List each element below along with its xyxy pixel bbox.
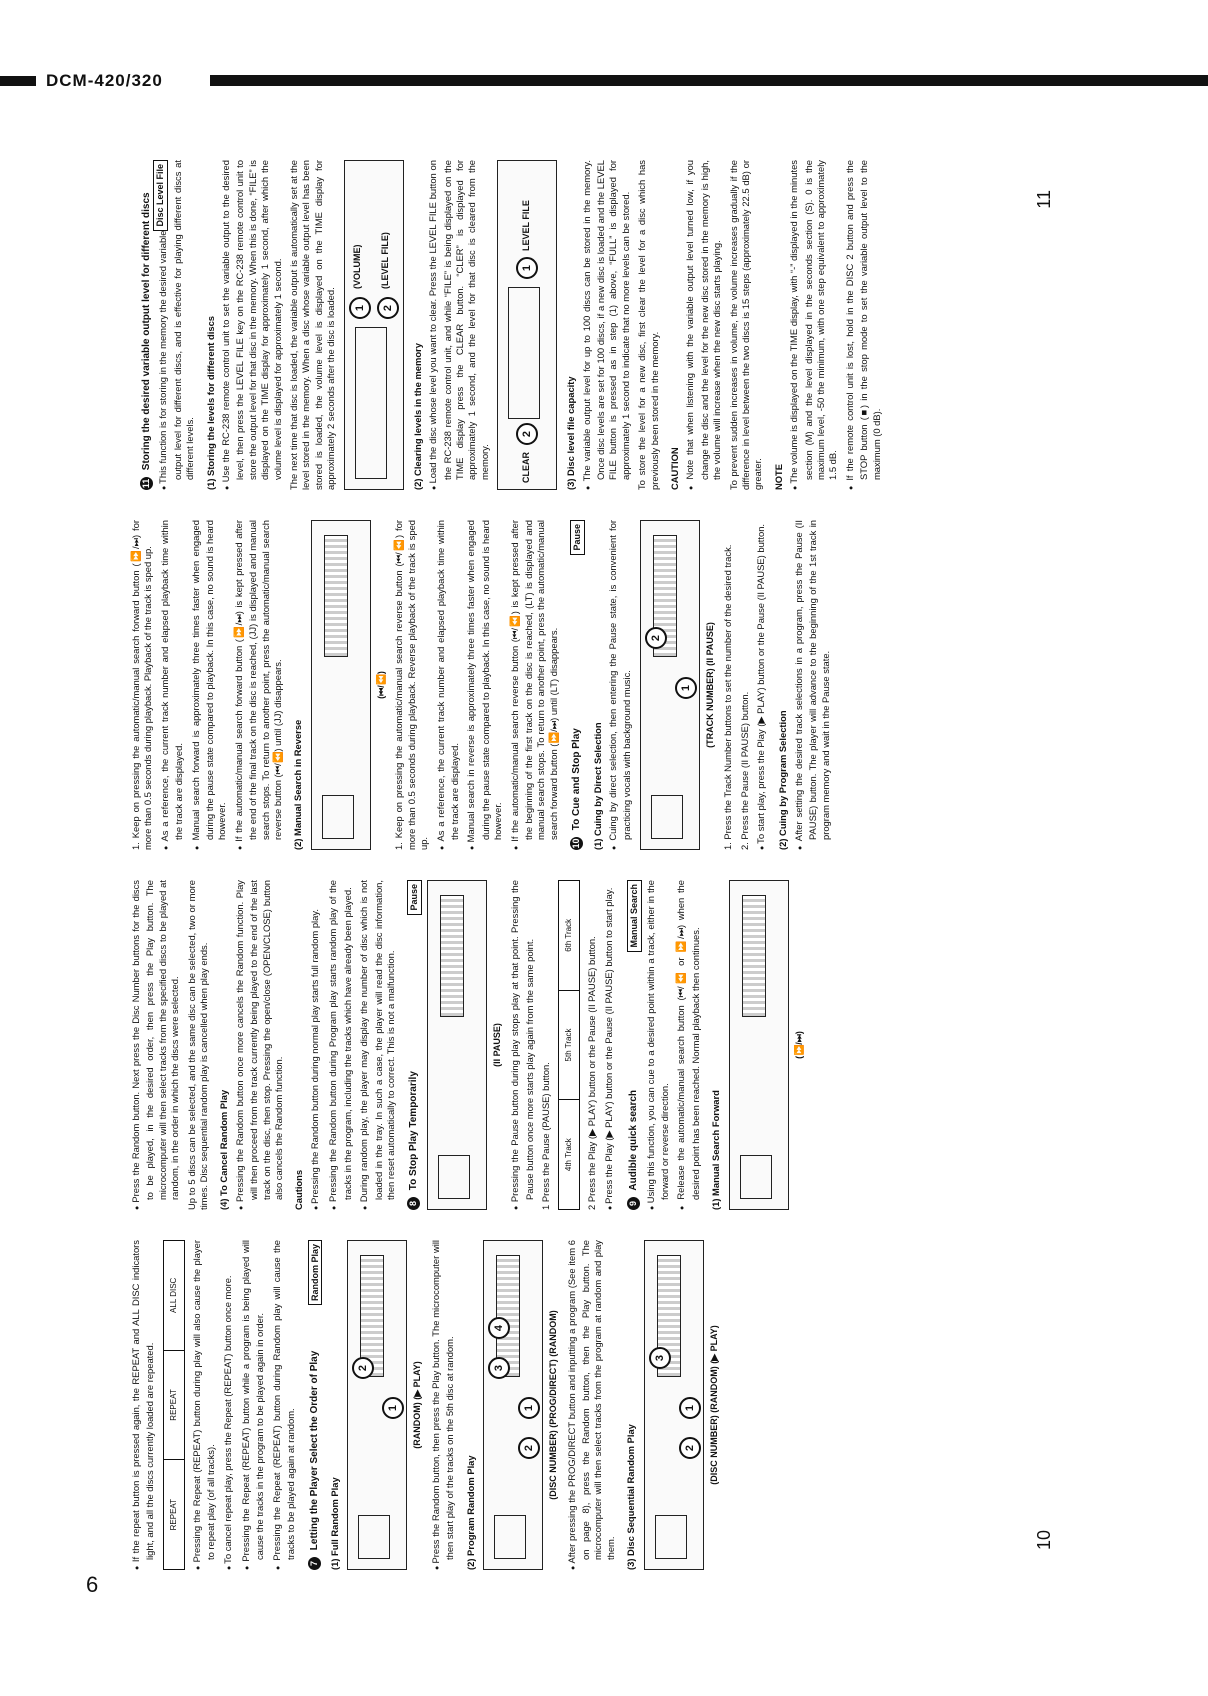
paragraph: ● Pressing the Pause button during play stops play at that point. Pressing the Pause button once more starts play again from the same point. — [509, 880, 536, 1210]
paragraph: ● Cuing by direct selection, then entering the Pause state, is convenient for practicing vocals with background music. — [607, 520, 634, 850]
paragraph: To store the level for a new disc, first clear the level for a disc which has previously been stored in the memory. — [636, 160, 660, 490]
section-heading — [570, 520, 583, 850]
subheading: NOTE — [772, 463, 784, 490]
section-tag: Random Play — [308, 1240, 322, 1305]
disc-tray — [438, 1155, 470, 1199]
callout-2: 2 — [679, 1437, 701, 1459]
section-number: 11 — [141, 478, 151, 489]
callout-2: 2 — [352, 1357, 374, 1379]
clear-label: CLEAR — [521, 452, 532, 483]
paragraph: ● The variable output level for up to 100 discs can be stored in the memory. Once disc levels are set for 100 discs, if a new disc is loaded and the LEVEL FILE button is pressed as in step (1) above, “FULL” is displayed for approximately 1 second to indicate that no more levels can be stored. — [581, 160, 633, 490]
track-label: 4th Track — [559, 1099, 579, 1209]
disc-tray — [655, 1515, 687, 1559]
paragraph: To prevent sudden increases in volume, the volume increases gradually if the difference in level between the two discs is 15 steps (approximately 22.5 dB) or greater. — [727, 160, 764, 490]
paragraph: ● If the automatic/manual search reverse button (⏮/⏪) is kept pressed after the beginning of the first track on the disc is reached, (LT) is displayed and manual search stops. To return to another point, press the automatic/manual search forward button (⏩/⏭) until (LT) disappears. — [509, 520, 561, 850]
paragraph: ● Use the RC-238 remote control unit to set the variable output to the desired level, then press the LEVEL FILE key on the RC-238 remote control unit to store the output level for that disc in the memory. When this is done, “FILE” is displayed on the TIME display for approximately 1 second, after which the volume level is displayed for approximately 1 second. — [220, 160, 284, 490]
paragraph: ● Manual search in reverse is approximately three times faster when engaged during the pause state compared to playback. In this case, no sound is heard however. — [465, 520, 504, 850]
callout-1: 1 — [679, 1397, 701, 1419]
callout-1: 1 — [518, 1397, 540, 1419]
diagram-label: (⏮/⏪) — [375, 671, 386, 699]
paragraph: ● Pressing the Repeat (REPEAT) button while a program is being played will cause the tracks in the program to be played again in order. — [240, 1240, 267, 1570]
column-b — [130, 880, 1060, 1210]
player-diagram — [347, 1240, 407, 1570]
callout-3: 3 — [649, 1347, 671, 1369]
column-d — [130, 160, 1060, 490]
paragraph: ● This function is for storing in the memory the desired variable output level for different discs, and is effective for playing different discs at different levels. — [157, 160, 196, 490]
section-title: Letting the Player Select the Order of Play — [308, 1350, 320, 1551]
player-diagram — [729, 880, 789, 1210]
section-heading — [140, 160, 166, 490]
outer-page-number: 6 — [86, 1572, 99, 1597]
disc-tray — [651, 795, 683, 839]
section-tag: Manual Search — [627, 880, 641, 952]
paragraph: ● To start play, press the Play (▶ PLAY) button or the Pause (II PAUSE) button. — [755, 520, 769, 850]
header-rule — [210, 75, 1208, 86]
subheading: (2) Program Random Play — [464, 1455, 476, 1570]
model-title: DCM-420/320 — [42, 72, 167, 90]
callout-2: 2 — [645, 627, 667, 649]
paragraph: ● Pressing the Repeat (REPEAT) button during Random play will cause the tracks to be played again at random. — [271, 1240, 298, 1570]
callout-4: 4 — [488, 1317, 510, 1339]
remote-keypad — [355, 327, 387, 479]
track-label: 6th Track — [564, 918, 574, 952]
repeat-diagram — [163, 1240, 185, 1570]
paragraph: ● Press the Random button. Next press the Disc Number buttons for the discs to be played, in the desired order, then press the Play button. The microcomputer will then select tracks from the specified discs to be played at random, in the order in which the discs were selected. — [130, 880, 182, 1210]
paragraph: ● After pressing the PROG/DIRECT button and inputting a program (See item 6 on page 8), press the Random button, then the Play button. The microcomputer will then select tracks from the program at random and play them. — [566, 1240, 618, 1570]
paragraph: ● Using this function, you can cue to a desired point within a track, either in the forward or reverse direction. — [645, 880, 672, 1210]
volume-label: (VOLUME) — [351, 244, 362, 289]
section-number: 7 — [308, 1557, 321, 1570]
subheading: (3) Disc Sequential Random Play — [625, 1424, 637, 1570]
callout-1: 1 — [516, 257, 538, 279]
column-a — [130, 1240, 1060, 1570]
section-number: 10 — [571, 838, 582, 849]
subheading: (2) Clearing levels in the memory — [411, 343, 423, 490]
section-title: Audible quick search — [628, 1089, 640, 1191]
paragraph: ● Release the automatic/manual search button (⏮/⏪ or ⏩/⏭) when the desired point has been reached. Normal playback then continues. — [675, 880, 702, 1210]
step: 2 Press the Play (▶ PLAY) button or the Pause (II PAUSE) button. — [586, 936, 598, 1210]
section-tag: Pause — [570, 520, 584, 555]
paragraph: ● If the remote control unit is lost, hold in the DISC 2 button and press the STOP button (■) in the stop mode to set the variable output level to the maximum (0 dB). — [844, 160, 883, 490]
subheading: (2) Manual Search in Reverse — [292, 719, 304, 850]
column-c — [130, 520, 1060, 850]
paragraph: ● As a reference, the current track number and elapsed playback time within the track are displayed. — [435, 520, 462, 850]
level-file-label: (LEVEL FILE) — [379, 232, 390, 289]
callout-3: 3 — [488, 1357, 510, 1379]
remote-diagram — [497, 160, 557, 490]
paragraph: The next time that disc is loaded, the variable output is automatically set at the level stored in the memory. When a disc whose variable output level has been stored is loaded, the volume level is displayed on the TIME display for approximately 2 seconds after the disc is loaded. — [288, 160, 337, 490]
subheading: (3) Disc level file capacity — [565, 376, 577, 490]
player-diagram — [640, 520, 700, 850]
all-disc-label: ALL DISC — [168, 1277, 178, 1313]
header-bar — [0, 72, 1208, 88]
paragraph: ● Pressing the Random button once more cancels the Random function. Play will then proceed from the track currently being played to the end of the last track on the disc, then stop. Pressing the open/close (OPEN/CLOSE) button also cancels the Random function. — [234, 880, 286, 1210]
player-diagram — [483, 1240, 543, 1570]
diagram-label: (II PAUSE) — [491, 1023, 502, 1067]
subheading: (2) Cuing by Program Selection — [777, 710, 789, 850]
callout-1: 1 — [382, 1397, 404, 1419]
paragraph: ● Pressing the Repeat (REPEAT) button during play will also cause the player to repeat play (of all tracks). — [191, 1240, 218, 1570]
repeat-label: REPEAT — [164, 1350, 184, 1460]
subheading: (1) Storing the levels for different discs — [204, 316, 216, 490]
track-timeline — [558, 880, 580, 1210]
paragraph: ● If the repeat button is pressed again, the REPEAT and ALL DISC indicators light, and all the discs currently loaded are repeated. — [130, 1240, 157, 1570]
level-file-label: LEVEL FILE — [521, 200, 532, 251]
section-heading — [407, 880, 420, 1210]
paragraph: ● The volume is displayed on the TIME display, with “-” displayed in the minutes section (M) and the level displayed in the seconds section (S). 0 is the maximum level, -50 the minimum, with one step equivalent to approximately 1.5 dB. — [788, 160, 840, 490]
step: 1. Press the Track Number buttons to set the number of the desired track. — [722, 544, 734, 850]
disc-tray — [494, 1515, 526, 1559]
paragraph: ● Press the Play (▶ PLAY) button or the Pause (II PAUSE) button to start play. — [603, 880, 617, 1210]
paragraph: ● As a reference, the current track number and elapsed playback time within the track are displayed. — [159, 520, 186, 850]
callout-2: 2 — [377, 297, 399, 319]
player-diagram — [427, 880, 487, 1210]
header-mark — [0, 76, 36, 86]
section-number: 8 — [407, 1197, 420, 1210]
subheading: (1) Manual Search Forward — [710, 1090, 722, 1210]
section-tag: Disc Level File — [153, 160, 167, 231]
diagram-label: (DISC NUMBER) (RANDOM) (▶ PLAY) — [708, 1325, 719, 1485]
paragraph: ● To cancel repeat play, press the Repeat (REPEAT) button once more. — [222, 1240, 236, 1570]
subheading: CAUTION — [668, 447, 680, 490]
section-heading — [308, 1240, 321, 1570]
paragraph: Up to 5 discs can be selected, and the same disc can be selected, two or more times. Disc sequential random play is cancelled when play ends. — [185, 880, 210, 1210]
diagram-label: (DISC NUMBER) (PROG/DIRECT) (RANDOM) — [548, 1310, 559, 1500]
page-number-left: 10 — [1033, 1529, 1054, 1550]
display-panel — [324, 535, 348, 657]
paragraph: ● During random play, the player may display the number of disc which is not loaded in the tray. In such a case, the player will read the disc information, then reset automatically to correct. This is not a malfunction. — [358, 880, 397, 1210]
section-number: 9 — [627, 1197, 640, 1210]
subheading: (4) To Cancel Random Play — [218, 1089, 230, 1210]
display-panel — [440, 895, 464, 1017]
diagram-label: (TRACK NUMBER) (II PAUSE) — [704, 622, 715, 748]
page-number-right: 11 — [1033, 190, 1054, 209]
disc-tray — [358, 1515, 390, 1559]
section-title: Storing the desired variable output level for different discs — [141, 192, 152, 471]
step: 1 Press the Pause (PAUSE) button. — [539, 1062, 551, 1210]
section-title: To Cue and Stop Play — [571, 728, 583, 831]
paragraph: ● Note that when listening with the variable output level turned low, if you change the disc and the level for the new disc stored in the memory is high, the volume will increase when the new disc starts playing. — [684, 160, 723, 490]
section-tag: Pause — [407, 880, 421, 915]
callout-2: 2 — [516, 423, 538, 445]
repeat-label: REPEAT — [164, 1459, 184, 1569]
callout-1: 1 — [349, 297, 371, 319]
subheading: (1) Full Random Play — [329, 1477, 341, 1570]
section-heading — [627, 880, 640, 1210]
paragraph: ● Load the disc whose level you want to clear. Press the LEVEL FILE button on the RC-238 remote control unit, and while “FILE” is being displayed on the TIME display press the CLEAR button. “CLER” is displayed for approximately 1 second, and the level for that disc is cleared from the memory. — [427, 160, 491, 490]
paragraph: ● Manual search forward is approximately three times faster when engaged during the pause state compared to playback. In this case, no sound is heard however. — [190, 520, 229, 850]
section-title: To Stop Play Temporarily — [408, 1071, 420, 1191]
subheading: Cautions — [293, 1169, 305, 1210]
diagram-label: (RANDOM) (▶ PLAY) — [412, 1361, 423, 1449]
callout-2: 2 — [518, 1437, 540, 1459]
display-panel — [742, 895, 766, 1017]
step: 1. Keep on pressing the automatic/manual search forward button (⏩/⏭) for more than 0.5 seconds during playback. Playback of the track is sped up. — [130, 520, 154, 850]
step: 1. Keep on pressing the automatic/manual search reverse button (⏮/⏪) for more than 0.5 seconds during playback. Reverse playback of the track is sped up. — [393, 520, 430, 850]
paragraph: ● Pressing the Random button during Program play starts random play of the tracks in the program, including the tracks which have already been played. — [327, 880, 354, 1210]
paragraph: ● If the automatic/manual search forward button (⏩/⏭) is kept pressed after the end of the final track on the disc is reached, (JJ) is displayed and manual search stops. To return to another point, press the automatic/manual search reverse button (⏮/⏪) until (JJ) disappears. — [233, 520, 285, 850]
rotated-page — [130, 140, 1060, 1590]
callout-1: 1 — [675, 677, 697, 699]
paragraph: ● After setting the desired track selections in a program, press the Pause (II PAUSE) button. The player will advance to the beginning of the 1st track in program memory and wait in the Pause state. — [793, 520, 832, 850]
diagram-label: (⏩/⏭) — [793, 1031, 804, 1059]
player-diagram — [644, 1240, 704, 1570]
step: 2. Press the Pause (II PAUSE) button. — [738, 691, 750, 850]
remote-diagram — [344, 160, 404, 490]
paragraph: ● Pressing the Random button during normal play starts full random play. — [309, 880, 323, 1210]
player-diagram — [311, 520, 371, 850]
track-label: 5th Track — [559, 990, 579, 1100]
remote-keypad — [508, 287, 540, 419]
paragraph: ● Press the Random button, then press the Play button. The microcomputer will then start play of the tracks on the 5th disc at random. — [430, 1240, 457, 1570]
disc-tray — [322, 795, 354, 839]
subheading: (1) Cuing by Direct Selection — [591, 722, 603, 850]
disc-tray — [740, 1155, 772, 1199]
